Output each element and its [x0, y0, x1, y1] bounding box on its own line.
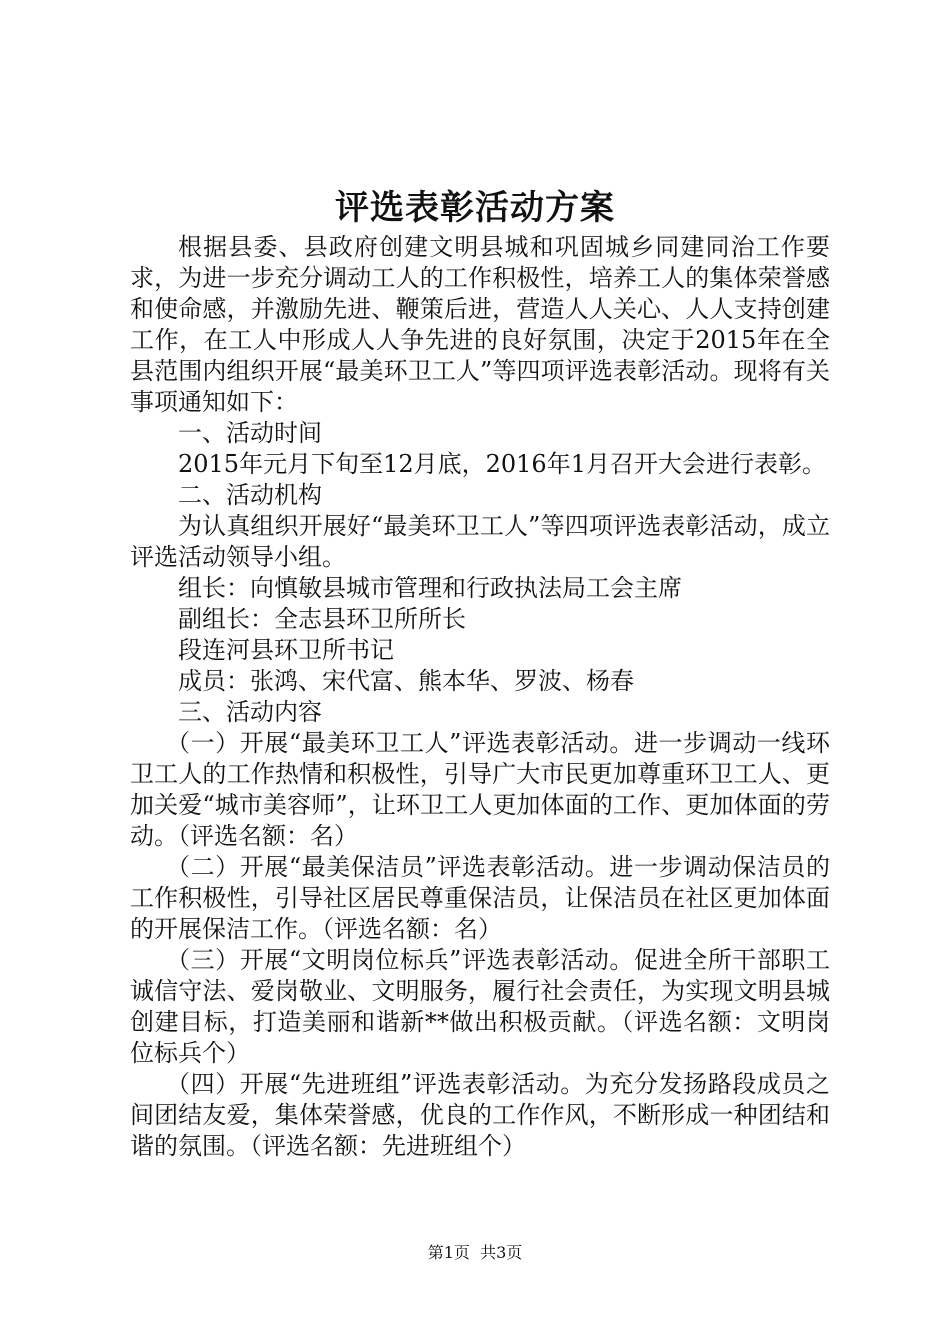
content-item-4: （四）开展“先进班组”评选表彰活动。为充分发扬路段成员之间团结友爱，集体荣誉感，优良的工作作风，不断形成一种团结和谐的氛围。（评选名额：先进班组个） [130, 1070, 830, 1160]
section-heading-time: 一、活动时间 [178, 419, 322, 447]
leader-line: 组长：向慎敏县城市管理和行政执法局工会主席 [178, 574, 682, 602]
intro-paragraph: 根据县委、县政府创建文明县城和巩固城乡同建同治工作要求，为进一步充分调动工人的工作积极性，培养工人的集体荣誉感和使命感，并激励先进、鞭策后进，营造人人关心、人人支持创建工作，在工人中形成人人争先进的良好氛围，决定于2015年在全县范围内组织开展“最美环卫工人”等四项评选表彰活动。现将有关事项通知如下： [130, 233, 830, 416]
time-paragraph: 2015年元月下旬至12月底，2016年1月召开大会进行表彰。 [178, 450, 826, 478]
footer-separator [470, 1243, 480, 1262]
content-item-1: （一）开展“最美环卫工人”评选表彰活动。进一步调动一线环卫工人的工作热情和积极性，引导广大市民更加尊重环卫工人、更加关爱“城市美容师”，让环卫工人更加体面的工作、更加体面的劳动。（评选名额：名） [130, 729, 830, 850]
members-line: 成员：张鸿、宋代富、熊本华、罗波、杨春 [178, 667, 634, 695]
document-title: 评选表彰活动方案 [335, 188, 615, 228]
section-heading-content: 三、活动内容 [178, 698, 322, 726]
deputy-leader-line: 副组长：全志县环卫所所长 [178, 605, 466, 633]
content-item-3: （三）开展“文明岗位标兵”评选表彰活动。促进全所干部职工诚信守法、爱岗敬业、文明服务，履行社会责任，为实现文明县城创建目标，打造美丽和谐新**做出积极贡献。（评选名额：文明岗位标兵个） [130, 946, 830, 1067]
page-total: 共3页 [480, 1243, 523, 1262]
page-number: 第1页 [427, 1243, 470, 1262]
organization-paragraph: 为认真组织开展好“最美环卫工人”等四项评选表彰活动，成立评选活动领导小组。 [130, 512, 830, 571]
content-item-2: （二）开展“最美保洁员”评选表彰活动。进一步调动保洁员的工作积极性，引导社区居民尊重保洁员，让保洁员在社区更加体面的开展保洁工作。（评选名额：名） [130, 853, 830, 943]
page-footer [0, 1243, 950, 1263]
section-heading-organization: 二、活动机构 [178, 481, 322, 509]
deputy-leader-line-2: 段连河县环卫所书记 [178, 636, 394, 664]
document-body [130, 232, 830, 1162]
